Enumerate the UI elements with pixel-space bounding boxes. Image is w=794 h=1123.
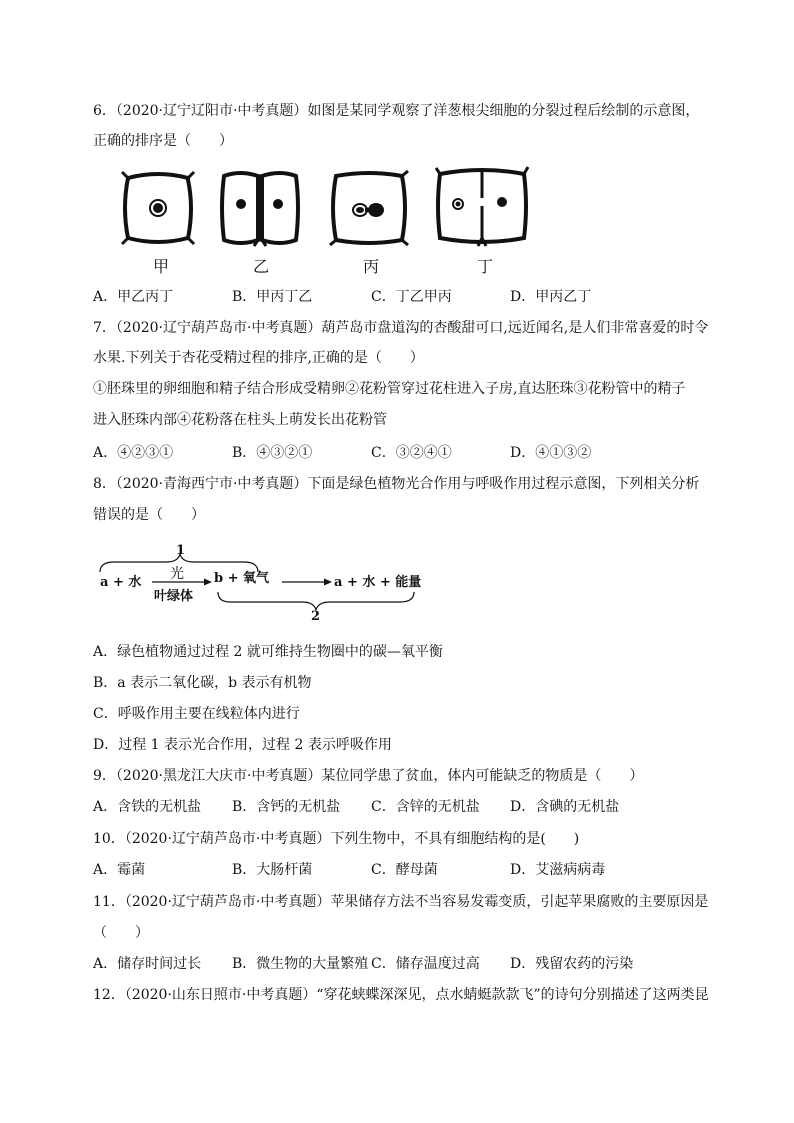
q7-stem-line2: 水果.下列关于杏花受精过程的排序,正确的是（ ） <box>93 350 424 366</box>
q8-option-c[interactable]: C．呼吸作用主要在线粒体内进行 <box>93 706 300 722</box>
process-1-label: 1 <box>176 543 186 558</box>
fig-label-ding: 丁 <box>477 257 494 276</box>
left-reactants: a + 水 <box>100 575 142 590</box>
q10-option-a[interactable]: A．霉菌 <box>93 862 146 878</box>
q9-option-b[interactable]: B．含钙的无机盐 <box>232 799 341 815</box>
q10-stem: 10．（2020·辽宁葫芦岛市·中考真题）下列生物中，不具有细胞结构的是( ) <box>93 831 580 847</box>
q10-option-b[interactable]: B．大肠杆菌 <box>232 862 313 878</box>
q6-option-b[interactable]: B．甲丙丁乙 <box>232 289 313 305</box>
cell-figure-ding <box>434 162 530 248</box>
q11-option-b[interactable]: B．微生物的大量繁殖 <box>232 956 369 972</box>
q9-option-d[interactable]: D．含碘的无机盐 <box>510 799 620 815</box>
right-products: a + 水 + 能量 <box>334 575 422 590</box>
q8-option-a[interactable]: A．绿色植物通过过程 2 就可维持生物圈中的碳—氧平衡 <box>93 644 443 660</box>
q6-stem-line1: 6．（2020·辽宁辽阳市·中考真题）如图是某同学观察了洋葱根尖细胞的分裂过程后绘制的示意图， <box>93 103 700 119</box>
q6-option-a[interactable]: A．甲乙丙丁 <box>93 289 174 305</box>
q8-option-b[interactable]: B．a 表示二氧化碳，b 表示有机物 <box>93 675 312 691</box>
q10-option-d[interactable]: D．艾滋病病毒 <box>510 862 606 878</box>
q12-stem-line1: 12．（2020·山东日照市·中考真题）“穿花蛱蝶深深见，点水蜻蜓款款飞”的诗句分别描述了这两类昆 <box>93 987 709 1003</box>
q8-stem-line2: 错误的是（ ） <box>93 507 205 523</box>
process-2-label: 2 <box>311 609 321 622</box>
cell-figure-yi <box>218 168 302 248</box>
light-label: 光 <box>170 566 184 582</box>
fig-label-bing: 丙 <box>363 257 380 276</box>
q8-option-d[interactable]: D．过程 1 表示光合作用，过程 2 表示呼吸作用 <box>93 737 392 753</box>
q6-option-c[interactable]: C．丁乙甲丙 <box>371 289 452 305</box>
q11-stem-line2: （ ） <box>93 925 149 941</box>
q7-option-a[interactable]: A．④②③① <box>93 445 174 461</box>
fig-label-yi: 乙 <box>253 257 270 276</box>
q11-option-a[interactable]: A．储存时间过长 <box>93 956 202 972</box>
q9-stem: 9．（2020·黑龙江大庆市·中考真题）某位同学患了贫血，体内可能缺乏的物质是（ ） <box>93 768 644 784</box>
fig-label-jia: 甲 <box>153 257 170 276</box>
q7-option-d[interactable]: D．④①③② <box>510 445 592 461</box>
q6-option-d[interactable]: D．甲丙乙丁 <box>510 289 592 305</box>
q9-option-a[interactable]: A．含铁的无机盐 <box>93 799 202 815</box>
chlorophyll-label: 叶绿体 <box>154 589 194 604</box>
q8-process-diagram <box>94 540 434 622</box>
q8-stem-line1: 8．（2020·青海西宁市·中考真题）下面是绿色植物光合作用与呼吸作用过程示意图，下列相关分析 <box>93 476 700 492</box>
q7-stem-line1: 7．（2020·辽宁葫芦岛市·中考真题）葫芦岛市盘道沟的杏酸甜可口,远近闻名,是人们非常喜爱的时令 <box>93 320 709 336</box>
q11-option-d[interactable]: D．残留农药的污染 <box>510 956 634 972</box>
q7-stem-line4: 进入胚珠内部④花粉落在柱头上萌发长出花粉管 <box>93 412 387 428</box>
q11-stem-line1: 11．（2020·辽宁葫芦岛市·中考真题）苹果储存方法不当容易发霉变质，引起苹果腐败的主要原因是 <box>93 894 709 910</box>
q7-option-b[interactable]: B．④③②① <box>232 445 313 461</box>
q7-option-c[interactable]: C．③②④① <box>371 445 452 461</box>
cell-figure-bing <box>326 168 412 248</box>
q10-option-c[interactable]: C．酵母菌 <box>371 862 438 878</box>
q11-option-c[interactable]: C．储存温度过高 <box>371 956 480 972</box>
q9-option-c[interactable]: C．含锌的无机盐 <box>371 799 480 815</box>
middle-products: b + 氧气 <box>214 571 270 586</box>
q7-stem-line3: ①胚珠里的卵细胞和精子结合形成受精卵②花粉管穿过花柱进入子房,直达胚珠③花粉管中的精子 <box>93 381 686 397</box>
cell-figure-jia <box>120 168 196 248</box>
q6-stem-line2: 正确的排序是（ ） <box>93 133 233 149</box>
